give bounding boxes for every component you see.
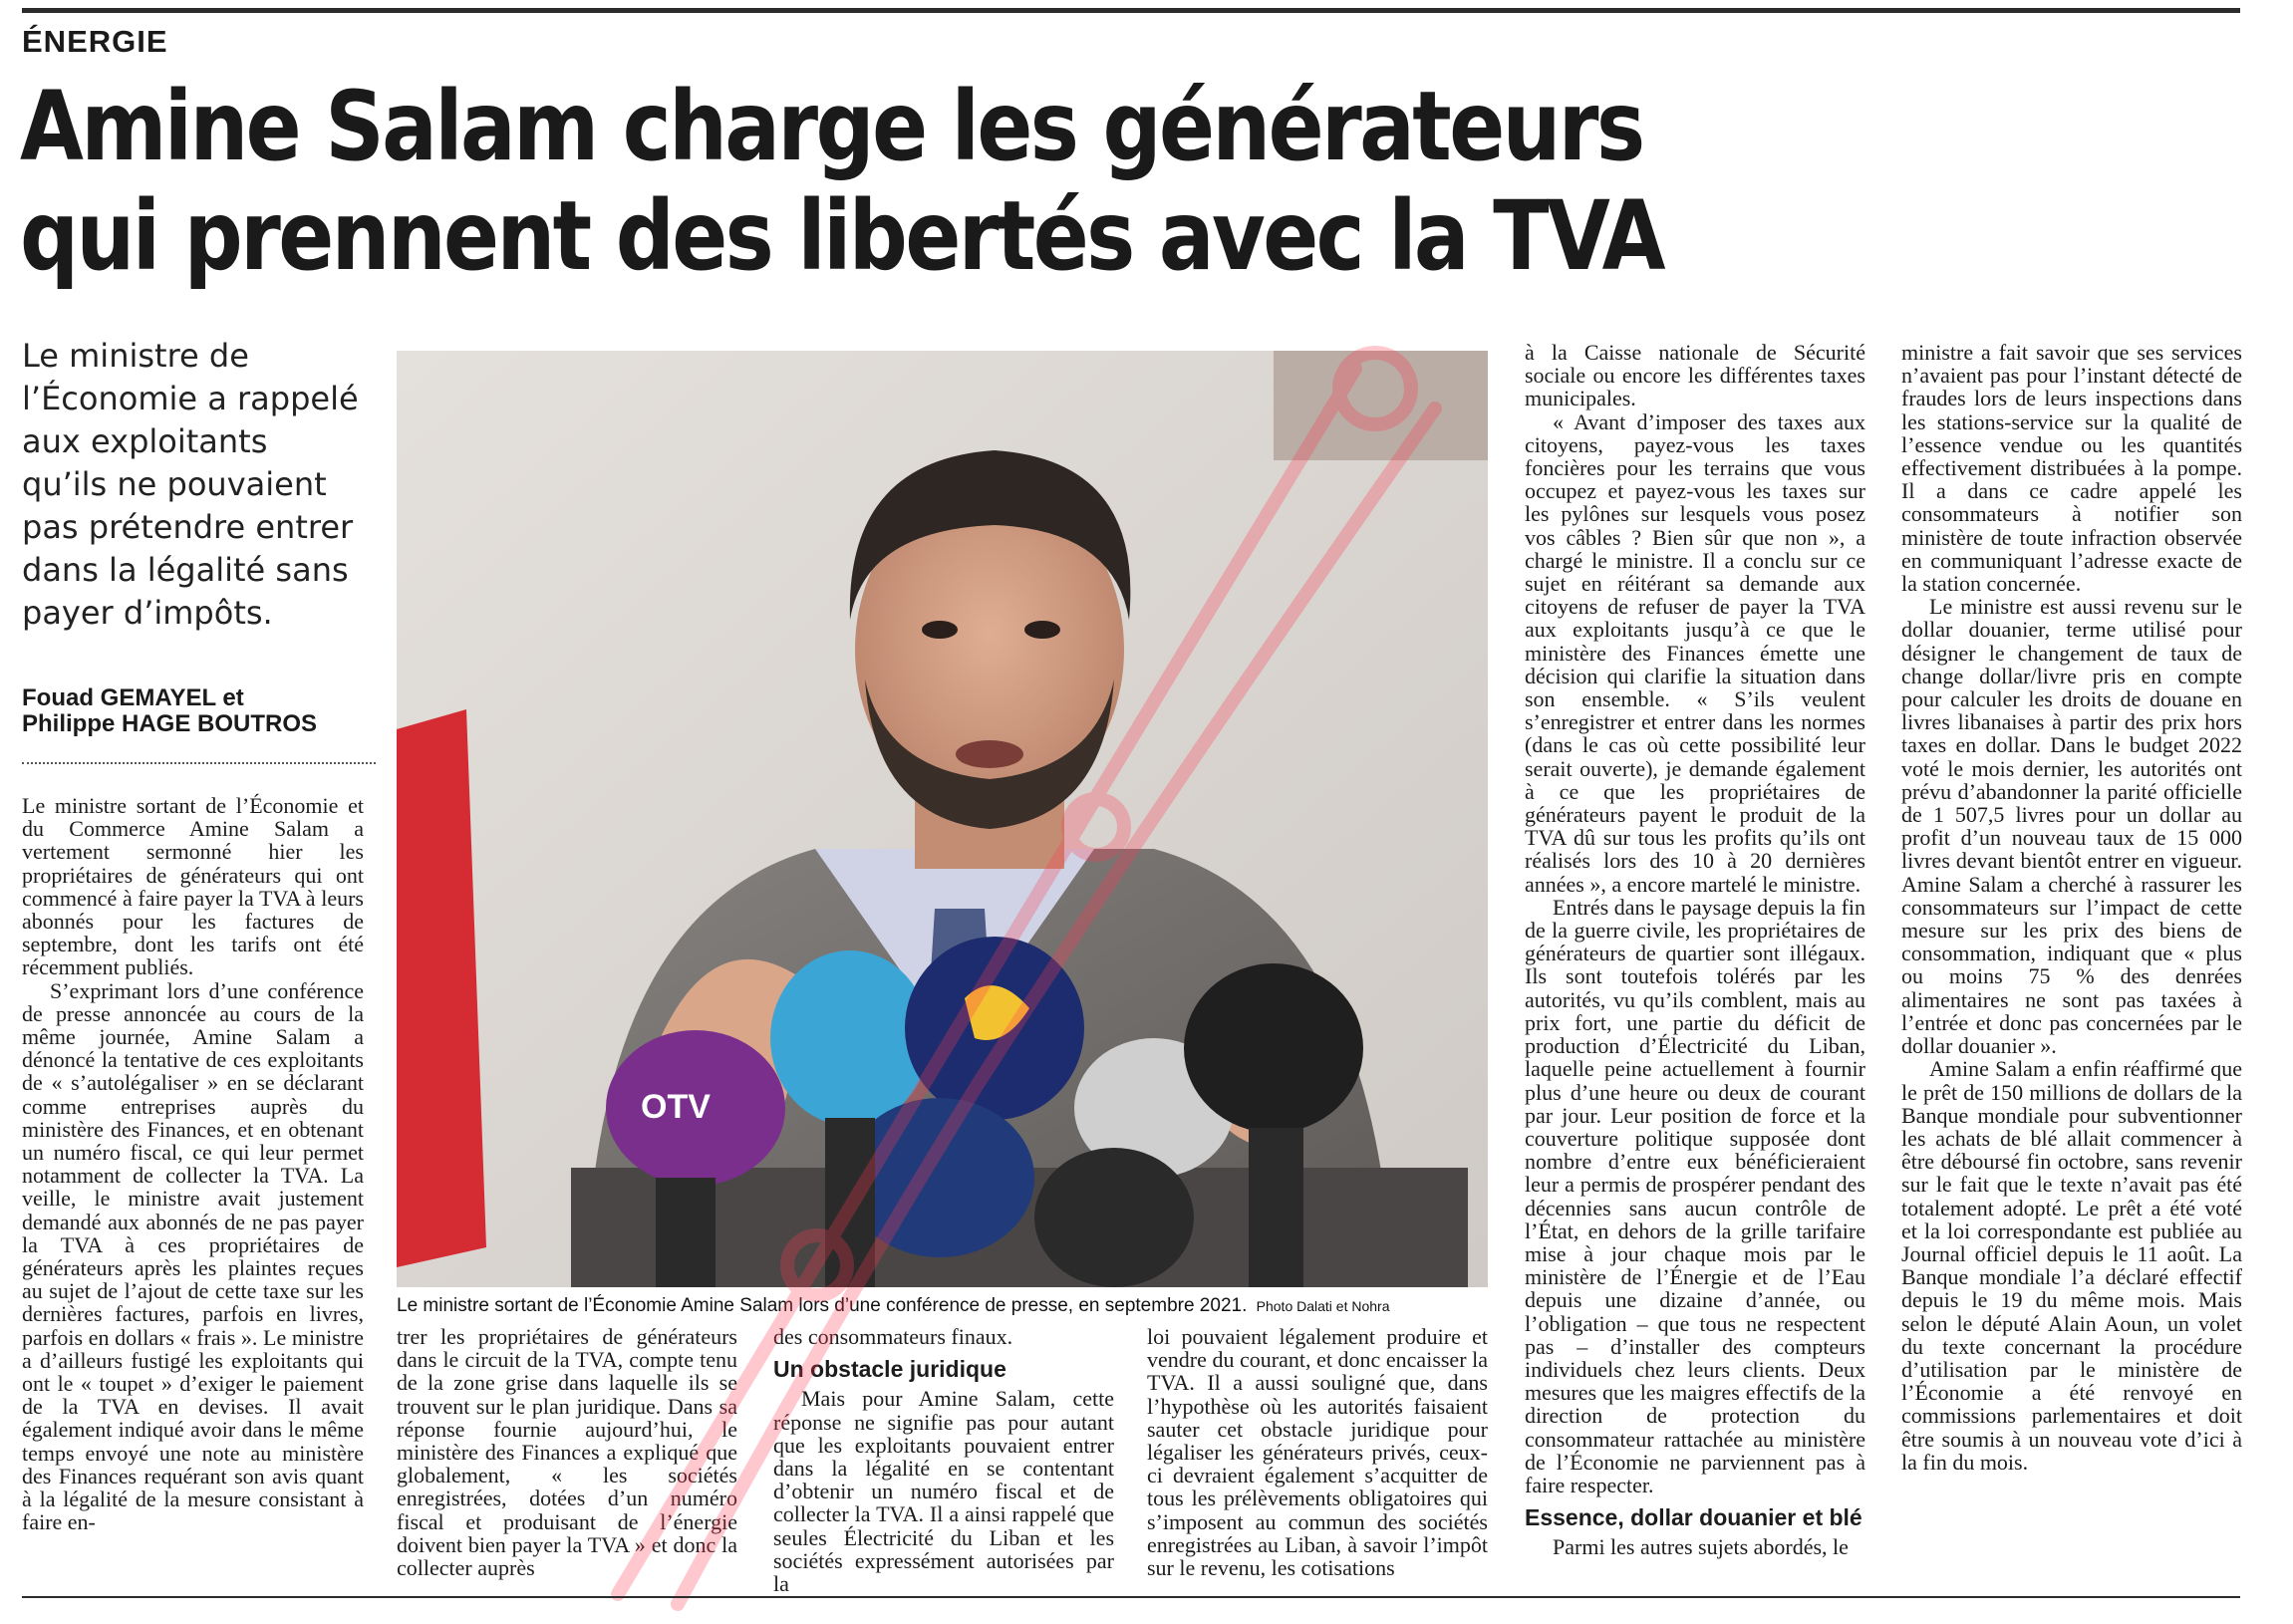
minister-photo-illustration (397, 351, 1488, 1287)
standfirst-line: l’Économie a rappelé (22, 380, 359, 417)
body-paragraph: Le ministre est aussi revenu sur le dollar douanier, terme utilisé pour désigner le changement de taux de change dollar/livre pris en compte pour calculer les droits de douane en livres libanaises à partir des prix hors taxes en dollar. Dans le budget 2022 voté le mois dernier, les autorités ont prévu d’abandonner la parité officielle de 1 507,5 livres pour un dollar au profit d’un nouveau taux de 15 000 livres devant bientôt entrer en vigueur. Amine Salam a cherché à rassurer les consommateurs sur l’impact de cette mesure sur les prix des biens de consommation, indiquant que « plus ou moins 75 % des denrées alimentaires ne sont pas taxées à l’entrée et donc pas concernées par le dollar douanier ». (1901, 594, 2242, 1059)
article-photo (397, 351, 1488, 1287)
photo-caption (397, 1295, 1493, 1317)
mic-logo-otv: OTV (641, 1088, 711, 1126)
standfirst-line: pas prétendre entrer (22, 508, 354, 546)
caption-text: Le ministre sortant de l’Économie Amine Salam lors d’une conférence de presse, en septembre 2021. (397, 1295, 1248, 1316)
byline-author-1: Fouad GEMAYEL et (22, 684, 244, 711)
standfirst-line: qu’ils ne pouvaient (22, 465, 327, 503)
body-paragraph: trer les propriétaires de générateurs dans le circuit de la TVA, compte tenu de la zone grise dans laquelle ils se trouvent sur le plan juridique. Dans sa réponse fournie aujourd’hui, le ministère des Finances a expliqué que globalement, « les sociétés enregistrées, dotées d’un numéro fiscal et produisant de l’énergie doivent bien payer la TVA » et donc la collecter auprès (397, 1324, 737, 1581)
standfirst (22, 335, 381, 635)
article-column-2 (397, 1325, 737, 1579)
headline-line-1: Amine Salam charge les générateurs (20, 71, 1643, 182)
body-paragraph: ministre a fait savoir que ses services n’avaient pas pour l’instant détecté de fraudes lors de leurs inspections dans les stations-service sur la qualité de l’essence vendue ou les quantités effectivement distribuées à la pompe. Il a dans ce cadre appelé les consommateurs à notifier son ministère de toute infraction observée en communiquant l’adresse exacte de la station concernée. (1901, 340, 2242, 597)
bottom-rule (22, 1596, 2240, 1598)
standfirst-line: dans la légalité sans (22, 551, 349, 589)
standfirst-line: payer d’impôts. (22, 594, 273, 632)
body-paragraph: Le ministre sortant de l’Économie et du Commerce Amine Salam a vertement sermonné hier les propriétaires de générateurs qui ont commencé à faire payer la TVA à leurs abonnés pour les factures de septembre, dont les tarifs ont été récemment publiés. (22, 793, 364, 980)
article-column-5 (1525, 341, 1865, 1559)
body-paragraph: « Avant d’imposer des taxes aux citoyens, payez-vous les taxes foncières pour les terrains que vous occupez et payez-vous les taxes sur les pylônes sur lesquels vous posez vos câbles ? Bien sûr que non », a chargé le ministre. Il a conclu sur ce sujet en réitérant sa demande aux citoyens de refuser de payer la TVA aux exploitants jusqu’à ce que le ministère des Finances émette une décision qui clarifie la situation dans son ensemble. « S’ils veulent s’enregistrer et entrer dans les normes (dans le cas où cette possibilité leur serait ouverte), je demande également à ce que les propriétaires de générateurs payent le produit de la TVA dû sur tous les profits qu’ils ont réalisés lors des 10 à 20 dernières années », a encore martelé le ministre. (1525, 408, 1865, 897)
body-paragraph: des consommateurs finaux. (773, 1324, 1013, 1349)
top-rule (22, 8, 2240, 13)
article-column-3 (773, 1325, 1114, 1595)
body-paragraph: S’exprimant lors d’une conférence de presse annoncée au cours de la même journée, Amine Salam a dénoncé la tentative de ces exploitants de « s’autolégaliser » en se déclarant comme entreprises auprès du ministère des Finances, et en obtenant un numéro fiscal, ce qui leur permet notamment de collecter la TVA. La veille, le ministre avait justement demandé aux abonnés de ne pas payer la TVA à ces propriétaires de générateurs après les plaintes reçues au sujet de l’ajout de cette taxe sur les dernières factures, parfois en livres, parfois en dollars « frais ». Le ministre a d’ailleurs fustigé les exploitants qui ont le « toupet » d’exiger le paiement de la TVA en devises. Il avait également indiqué avoir dans le même temps envoyé une note au ministère des Finances requérant son avis quant à la légalité de la mesure consistant à faire en- (22, 977, 364, 1535)
body-paragraph: à la Caisse nationale de Sécurité sociale ou encore les différentes taxes municipales. (1525, 340, 1865, 411)
body-paragraph: Parmi les autres sujets abordés, le (1553, 1534, 1849, 1560)
section-label: ÉNERGIE (22, 24, 168, 59)
subhead-essence: Essence, dollar douanier et blé (1525, 1504, 1863, 1531)
standfirst-line: aux exploitants (22, 422, 268, 460)
photo-credit: Photo Dalati et Nohra (1256, 1298, 1390, 1314)
article-column-1 (22, 794, 364, 1534)
body-paragraph: Mais pour Amine Salam, cette réponse ne signifie pas pour autant que les exploitants pouvaient entrer dans la légalité en se contentant d’obtenir un numéro fiscal et de collecter la TVA. Il a ainsi rappelé que seules Électricité du Liban et les sociétés expressément autorisées par la (773, 1386, 1114, 1597)
byline-divider (22, 762, 376, 764)
headline-line-2: qui prennent des libertés avec la TVA (20, 180, 1663, 292)
article-column-4 (1147, 1325, 1488, 1579)
body-paragraph: loi pouvaient légalement produire et vendre du courant, et donc encaisser la TVA. Il a aussi souligné que, dans l’hypothèse où les autorités faisaient sauter cet obstacle juridique pour légaliser les générateurs privés, ceux-ci devraient également s’acquitter de tous les prélèvements obligatoires qui s’imposent au commun des sociétés enregistrées au Liban, à savoir l’impôt sur le revenu, les cotisations (1147, 1324, 1488, 1581)
body-paragraph: Amine Salam a enfin réaffirmé que le prêt de 150 millions de dollars de la Banque mondiale pour subventionner les achats de blé allait commencer à être déboursé fin octobre, sans revenir sur le fait que le texte n’avait pas été totalement adopté. Le prêt a été voté et la loi correspondante est publiée au Journal officiel depuis le 11 août. La Banque mondiale l’a déclaré effectif depuis le 19 du même mois. Mais selon le député Alain Aoun, un volet du texte concernant la procédure d’utilisation par le ministère de l’Économie a été renvoyé en commissions parlementaires et doit être soumis à un nouveau vote d’ici à la fin du mois. (1901, 1056, 2242, 1475)
article-column-6 (1901, 341, 2242, 1474)
byline (22, 685, 317, 737)
body-paragraph: Entrés dans le paysage depuis la fin de la guerre civile, les propriétaires de générateurs de quartier sont illégaux. Ils sont toutefois tolérés par les autorités, vu qu’ils comblent, mais au prix fort, une partie du déficit de production d’Électricité du Liban, laquelle peine actuellement à fournir plus d’une heure ou deux de courant par jour. Leur position de force et la couverture politique supposée dont nombre d’entre eux bénéficieraient leur a permis de prospérer pendant des décennies sans aucun contrôle de l’État, en dehors de la grille tarifaire mise à jour chaque mois par le ministère de l’Énergie et de l’Eau depuis une dizaine d’année, ou l’obligation – que tous ne respectent pas – d’installer des compteurs individuels chez leurs clients. Deux mesures que les maigres effectifs de la direction de protection du consommateur rattachée au ministère de l’Économie ne parviennent pas à faire respecter. (1525, 894, 1866, 1497)
byline-author-2: Philippe HAGE BOUTROS (22, 710, 318, 737)
standfirst-line: Le ministre de (22, 337, 249, 375)
subhead-obstacle: Un obstacle juridique (773, 1356, 1006, 1383)
